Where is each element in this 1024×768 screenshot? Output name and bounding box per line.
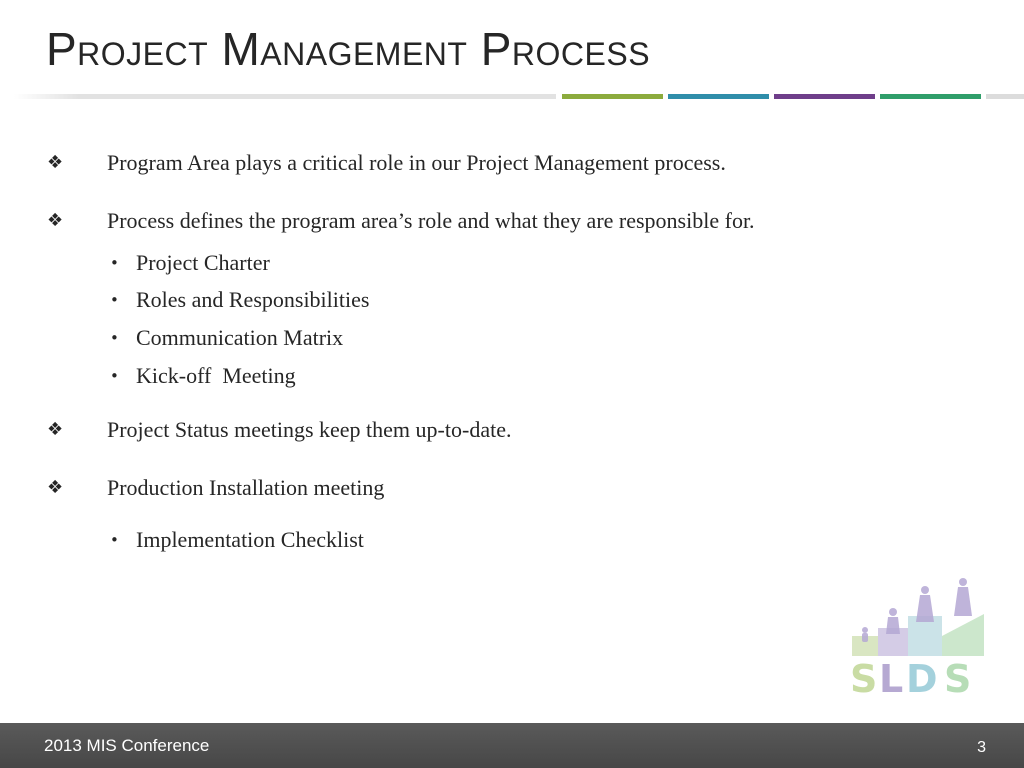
dot-bullet-icon: • — [110, 531, 119, 549]
logo-letter-s2: S — [944, 657, 972, 696]
sub-list-item-text: Project Charter — [136, 250, 270, 275]
diamond-bullet-icon: ❖ — [47, 152, 64, 173]
diamond-bullet-icon: ❖ — [47, 210, 64, 231]
slide-number: 3 — [977, 739, 986, 756]
logo-letter-d: D — [906, 657, 938, 696]
list-item-text: Process defines the program area’s role and what they are responsible for. — [107, 208, 755, 233]
footer-bar — [0, 723, 1024, 768]
footer-conference-label: 2013 MIS Conference — [44, 736, 210, 755]
accent-bar-purple — [774, 94, 875, 99]
slds-logo-icon — [846, 576, 988, 696]
list-item-text: Production Installation meeting — [107, 475, 385, 500]
diamond-bullet-icon: ❖ — [47, 477, 64, 498]
diamond-bullet-icon: ❖ — [47, 419, 64, 440]
accent-bar-teal-green — [880, 94, 981, 99]
list-item-text: Program Area plays a critical role in our Project Management process. — [107, 150, 726, 175]
sub-list-item-text: Implementation Checklist — [136, 527, 364, 552]
accent-bar-light-gray — [986, 94, 1024, 99]
sub-list-item-text: Communication Matrix — [136, 325, 344, 350]
dot-bullet-icon: • — [110, 254, 119, 272]
logo-letter-s: S — [850, 657, 878, 696]
accent-bar-green — [562, 94, 663, 99]
accent-bar-blue — [668, 94, 769, 99]
dot-bullet-icon: • — [110, 291, 119, 309]
sub-list-item-text: Kick-off Meeting — [136, 363, 296, 388]
dot-bullet-icon: • — [110, 367, 119, 385]
slide-title: Project Management Process — [46, 23, 651, 75]
logo-step — [942, 614, 984, 656]
logo-letter-l: L — [879, 657, 904, 696]
dot-bullet-icon: • — [110, 329, 119, 347]
title-underline-gray — [14, 94, 556, 99]
list-item-text: Project Status meetings keep them up-to-date. — [107, 417, 512, 442]
sub-list-item-text: Roles and Responsibilities — [136, 287, 370, 312]
